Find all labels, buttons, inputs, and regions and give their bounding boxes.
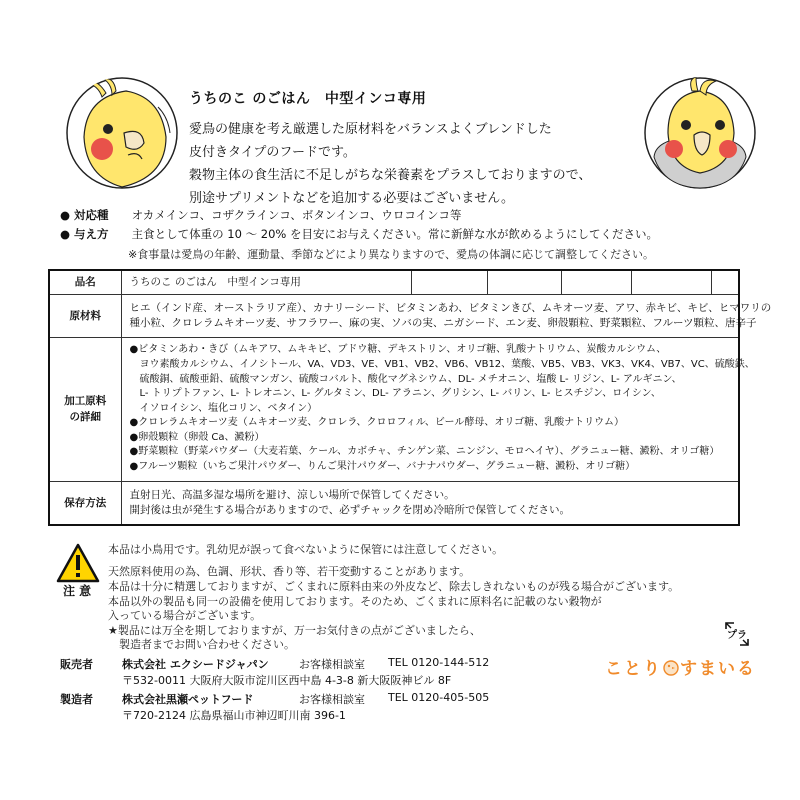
blank-cell xyxy=(711,270,739,294)
caution-line: 天然原料使用の為、色調、形状、香り等、若干変動することがあります。 xyxy=(108,565,471,578)
detail-line: L- トリプトファン、L- トレオニン、L- グルタミン、DL- アラニン、グリシン、L- バリン、L- ヒスチジン、ロイシン、 xyxy=(129,388,661,400)
feeding-value: 主食として体重の 10 ～ 20% を目安にお与えください。常に新鮮な水が飲めるようにしてください。 xyxy=(131,227,658,241)
detail-line: ●クロレラムキオーツ麦（ムキオーツ麦、クロレラ、クロロフィル、ビール酵母、オリゴ糖、乳酸ナトリウム） xyxy=(129,417,625,429)
detail-label xyxy=(49,337,121,481)
brand-text-before: ことり xyxy=(605,659,662,679)
materials-label: 原材料 xyxy=(49,294,121,337)
species-label: ● 対応種 xyxy=(60,208,109,222)
materials-line: 種小粒、クロレラムキオーツ麦、サフラワー、麻の実、ソバの実、ニガシード、エン麦、卵殻顆粒、野菜顆粒、フルーツ顆粒、唐辛子 xyxy=(129,316,757,329)
brand-text-after: すまいる xyxy=(680,659,756,679)
maker-label: 製造者 xyxy=(60,693,93,706)
table-row xyxy=(49,337,739,481)
maker-desk: お客様相談室 xyxy=(299,693,365,706)
plastic-recycle-icon xyxy=(722,619,752,649)
seller-tel: TEL 0120-144-512 xyxy=(388,656,490,669)
species-row xyxy=(60,207,461,223)
storage-label: 保存方法 xyxy=(49,481,121,525)
seller-desk: お客様相談室 xyxy=(299,658,365,671)
caution-line: 製造者までお問い合わせください。 xyxy=(108,638,295,651)
cockatiel-left-illustration xyxy=(66,77,178,189)
product-intro xyxy=(189,118,629,210)
maker-name: 株式会社黒瀬ペットフード xyxy=(122,693,254,706)
detail-label-line: の詳細 xyxy=(69,411,101,423)
name-value: うちのこ のごはん 中型インコ専用 xyxy=(121,270,411,294)
seller-label: 販売者 xyxy=(60,658,93,671)
feeding-label: ● 与え方 xyxy=(60,227,109,241)
seller-address: 〒532-0011 大阪府大阪市淀川区西中島 4-3-8 新大阪阪神ビル 8F xyxy=(122,674,452,687)
intro-line: 皮付きタイプのフードです。 xyxy=(189,145,356,160)
maker-tel: TEL 0120-405-505 xyxy=(388,691,490,704)
species-value: オカメインコ、コザクラインコ、ボタンインコ、ウロコインコ等 xyxy=(131,208,462,222)
brand-logo xyxy=(605,654,756,679)
detail-line: イソロイシン、塩化コリン、ベタイン） xyxy=(129,402,318,414)
detail-line: ●卵殻顆粒（卵殻 Ca、澱粉） xyxy=(129,431,265,443)
feeding-note: ※食事量は愛鳥の年齢、運動量、季節などにより異なりますので、愛鳥の体調に応じて調整してください。 xyxy=(128,248,654,261)
blank-cell xyxy=(561,270,631,294)
caution-line: 入っている場合がございます。 xyxy=(108,609,262,622)
caution-line: 本品以外の製品も同一の設備を使用しております。そのため、ごくまれに原料名に記載のない穀物が xyxy=(108,595,602,608)
brand-bird-icon xyxy=(662,658,680,676)
materials-line: ヒエ（インド産、オーストラリア産）、カナリーシード、ビタミンあわ、ビタミンきび、ムキオーツ麦、アワ、赤キビ、キビ、ヒマワリの xyxy=(129,301,772,314)
intro-line: 愛鳥の健康を考え厳選した原材料をバランスよくブレンドした xyxy=(189,122,552,137)
storage-value xyxy=(121,481,739,525)
blank-cell xyxy=(487,270,561,294)
name-label: 品名 xyxy=(49,270,121,294)
feeding-row xyxy=(60,226,658,242)
storage-line: 開封後は虫が発生する場合がありますので、必ずチャックを閉め冷暗所で保管してください。 xyxy=(129,503,570,516)
product-title: うちのこ のごはん 中型インコ専用 xyxy=(189,91,427,107)
seller-row xyxy=(60,656,580,672)
intro-line: 穀物主体の食生活に不足しがちな栄養素をプラスしておりますので、 xyxy=(189,168,592,183)
maker-row xyxy=(60,691,580,707)
caution-line: ★製品には万全を期しておりますが、万一お気付きの点がございましたら、 xyxy=(108,624,481,637)
warning-icon xyxy=(56,543,100,583)
blank-cell xyxy=(631,270,711,294)
product-info-table xyxy=(48,269,772,526)
intro-line: 別途サプリメントなどを追加する必要はございません。 xyxy=(189,191,515,206)
caution-line: 本品は小鳥用です。乳幼児が誤って食べないように保管には注意してください。 xyxy=(108,543,504,556)
detail-value xyxy=(121,337,755,481)
table-row xyxy=(49,270,739,294)
detail-line: ●ビタミンあわ・きび（ムキアワ、ムキキビ、ブドウ糖、デキストリン、オリゴ糖、乳酸ナトリウム、炭酸カルシウム、 xyxy=(129,344,667,356)
blank-cell xyxy=(411,270,487,294)
storage-line: 直射日光、高温多湿な場所を避け、涼しい場所で保管してください。 xyxy=(129,488,455,501)
detail-line: 硫酸銅、硫酸亜鉛、硫酸マンガン、硫酸コバルト、酸化マグネシウム、DL- メチオニン、塩酸 L- リジン、L- アルギニン、 xyxy=(129,373,682,385)
detail-line: ●フルーツ顆粒（いちご果汁パウダー、りんご果汁パウダー、バナナパウダー、グラニュー糖、澱粉、オリゴ糖） xyxy=(129,461,636,473)
detail-line: ●野菜顆粒（野菜パウダー（大麦若葉、ケール、カボチャ、チンゲン菜、ニンジン、モロヘイヤ）、グラニュー糖、澱粉、オリゴ糖） xyxy=(129,446,720,458)
seller-name: 株式会社 エクシードジャパン xyxy=(122,658,269,671)
materials-value xyxy=(121,294,772,337)
maker-address: 〒720-2124 広島県福山市神辺町川南 396-1 xyxy=(122,709,346,722)
detail-label-line: 加工原料 xyxy=(64,395,107,407)
recycle-mark-text: プラ xyxy=(727,630,747,641)
table-row xyxy=(49,481,739,525)
detail-line: ヨウ素酸カルシウム、イノシトール、VA、VD3、VE、VB1、VB2、VB6、VB12、葉酸、VB5、VB3、VK3、VK4、VB7、VC、硫酸鉄、 xyxy=(129,358,755,370)
caution-line: 本品は十分に精選しておりますが、ごくまれに原料由来の外皮など、除去しきれないものが残る場合がございます。 xyxy=(108,580,680,593)
cockatiel-right-illustration xyxy=(644,77,756,189)
caution-label: 注 意 xyxy=(63,584,92,598)
table-row xyxy=(49,294,739,337)
